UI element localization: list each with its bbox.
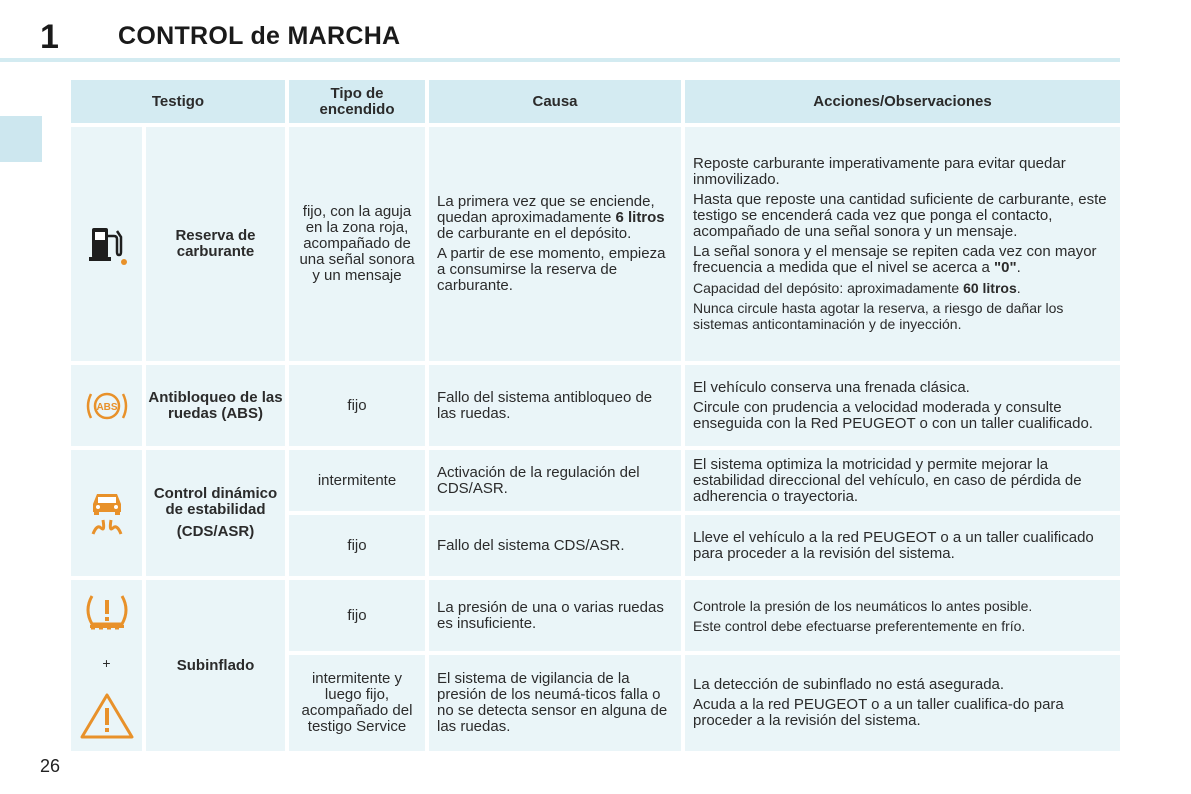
header-testigo: Testigo — [71, 80, 285, 123]
table-row-name-cell — [146, 450, 285, 576]
table-row-actions: Lleve el vehículo a la red PEUGEOT o a un taller cualificado para proceder a la revisión del sistema. — [685, 515, 1120, 576]
skidding-car-icon — [87, 490, 127, 536]
table-row-actions — [685, 365, 1120, 446]
table-row-cause: Activación de la regulación del CDS/ASR. — [429, 450, 681, 511]
table-row-name-abbrev: (CDS/ASR) — [176, 523, 255, 540]
table-row-type: fijo — [289, 365, 425, 446]
header-acciones: Acciones/Observaciones — [685, 80, 1120, 123]
table-row-name: Subinflado — [146, 580, 285, 751]
table-row-cause — [429, 127, 681, 361]
action-paragraph: Acuda a la red PEUGEOT o a un taller cualifica-do para proceder a la revisión del sistema. — [693, 696, 1064, 729]
table-row-actions: El sistema optimiza la motricidad y permite mejorar la estabilidad direccional del vehículo, en caso de pérdida de adherencia o trayectoria. — [685, 450, 1120, 511]
chapter-number: 1 — [40, 18, 59, 56]
table-row-icon-cell — [71, 450, 142, 576]
table-row-actions — [685, 655, 1120, 751]
cause-paragraph: A partir de ese momento, empieza a consumirse la reserva de carburante. — [437, 245, 666, 294]
action-paragraph: Este control debe efectuarse preferentemente en frío. — [693, 617, 1026, 634]
action-paragraph: Circule con prudencia a velocidad moderada y consulte enseguida con la Red PEUGEOT o con un taller cualificado. — [693, 398, 1093, 432]
header-tipo-encendido: Tipo de encendido — [289, 80, 425, 123]
table-row-icon-cell — [71, 580, 142, 751]
action-paragraph: El vehículo conserva una frenada clásica. — [693, 378, 970, 396]
table-row-icon-cell — [71, 127, 142, 361]
table-row-type: intermitente y luego fijo, acompañado del testigo Service — [289, 655, 425, 751]
table-row-cause: El sistema de vigilancia de la presión de los neumá-ticos falla o no se detecta sensor en alguna de las ruedas. — [429, 655, 681, 751]
action-paragraph: Capacidad del depósito: aproximadamente 60 litros. — [693, 280, 1021, 296]
table-row-name: Antibloqueo de las ruedas (ABS) — [146, 365, 285, 446]
table-row-actions — [685, 127, 1120, 361]
fuel-pump-icon — [86, 222, 128, 266]
table-row-cause: Fallo del sistema antibloqueo de las ruedas. — [429, 365, 681, 446]
table-row-type: fijo — [289, 515, 425, 576]
table-row-type: fijo — [289, 580, 425, 651]
page-title: CONTROL de MARCHA — [118, 22, 401, 50]
title-rule — [0, 58, 1120, 62]
table-row-type: intermitente — [289, 450, 425, 511]
action-paragraph: La señal sonora y el mensaje se repiten cada vez con mayor frecuencia a medida que el nivel se acerca a "0". — [693, 243, 1097, 276]
table-row-actions — [685, 580, 1120, 651]
table-row-name: Control dinámico de estabilidad — [153, 485, 278, 518]
table-row-type: fijo, con la aguja en la zona roja, acompañado de una señal sonora y un mensaje — [289, 127, 425, 361]
table-row-name: Reserva de carburante — [146, 127, 285, 361]
chapter-side-tab — [0, 116, 42, 162]
cause-paragraph: La primera vez que se enciende, quedan aproximadamente 6 litros de carburante en el depósito. — [437, 193, 665, 242]
action-paragraph: Controle la presión de los neumáticos lo antes posible. — [693, 597, 1033, 614]
icon-plus-sign: + — [102, 655, 111, 672]
action-paragraph: La detección de subinflado no está asegurada. — [693, 676, 1005, 693]
action-paragraph: Reposte carburante imperativamente para evitar quedar inmovilizado. — [693, 155, 1066, 188]
tyre-pressure-icon — [82, 590, 132, 636]
table-row-cause: Fallo del sistema CDS/ASR. — [429, 515, 681, 576]
page-number: 26 — [40, 756, 61, 776]
table-row-cause: La presión de una o varias ruedas es insuficiente. — [429, 580, 681, 651]
action-paragraph: Hasta que reposte una cantidad suficiente de carburante, este testigo se encenderá cada vez que ponga el contacto, acompañado de una señal sonora y un mensaje. — [693, 191, 1107, 240]
abs-icon-text: ABS — [95, 401, 118, 413]
table-row-icon-cell — [71, 365, 142, 446]
abs-icon — [82, 386, 132, 426]
warning-triangle-icon — [79, 691, 135, 741]
header-causa: Causa — [429, 80, 681, 123]
action-paragraph: Nunca circule hasta agotar la reserva, a riesgo de dañar los sistemas anticontaminación y de inyección. — [693, 300, 1064, 332]
